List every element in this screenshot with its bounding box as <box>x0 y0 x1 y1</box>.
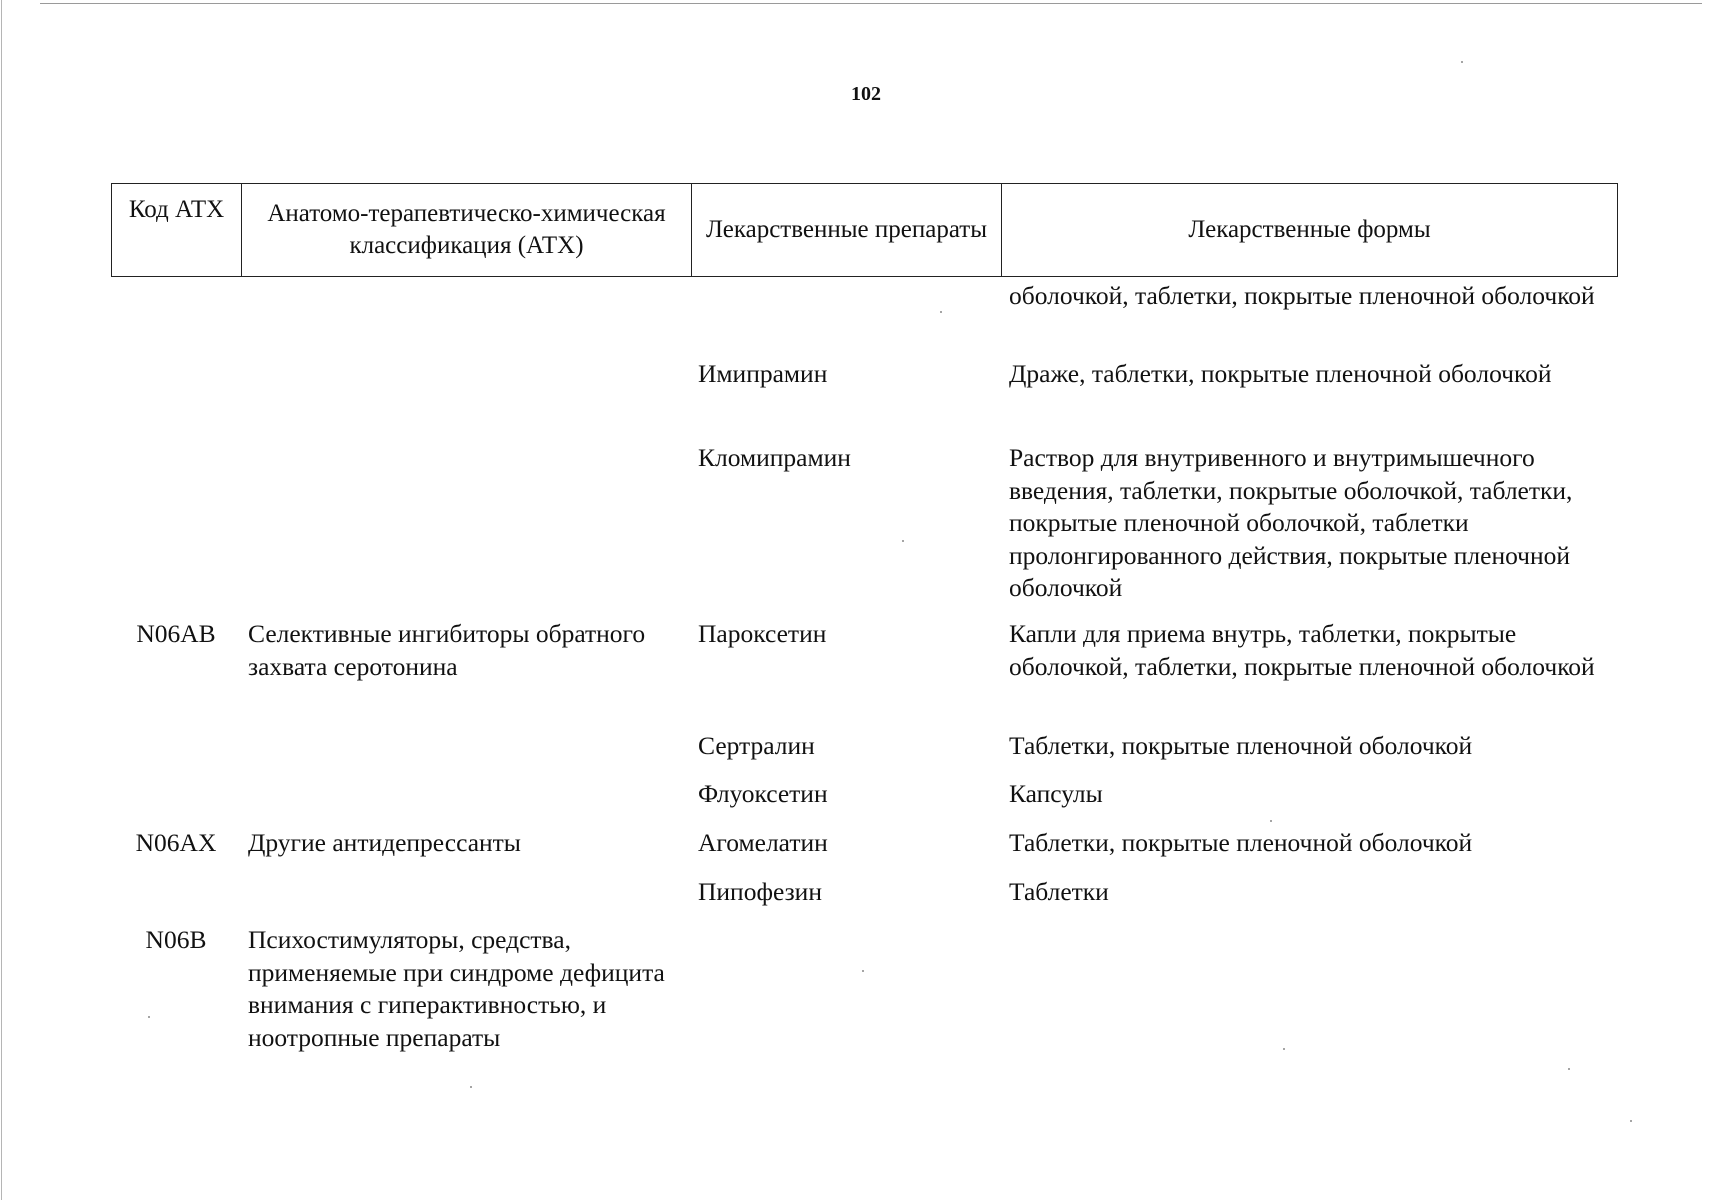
table-row <box>111 442 1617 618</box>
row-forms: Драже, таблетки, покрытые пленочной оболочкой <box>1009 359 1552 388</box>
table-row <box>111 924 1617 1094</box>
row-code: N06AX <box>135 828 217 857</box>
table-body <box>111 280 1617 1094</box>
table-row <box>111 778 1617 827</box>
row-forms: Капсулы <box>1009 779 1103 808</box>
row-code: N06AB <box>136 619 216 648</box>
row-drug: Сертралин <box>698 731 815 760</box>
row-forms: Таблетки, покрытые пленочной оболочкой <box>1009 828 1473 857</box>
row-forms: Таблетки <box>1009 877 1109 906</box>
table-header <box>111 183 1618 277</box>
header-drugs: Лекарственные препараты <box>692 184 1002 277</box>
header-code: Код АТХ <box>112 184 242 277</box>
row-forms: Капли для приема внутрь, таблетки, покрытые оболочкой, таблетки, покрытые пленочной оболочкой <box>1009 619 1595 681</box>
row-drug: Пароксетин <box>698 619 827 648</box>
row-drug: Кломипрамин <box>698 443 851 472</box>
row-classification: Другие антидепрессанты <box>248 828 521 857</box>
table-row <box>111 358 1617 442</box>
row-code: N06B <box>145 925 207 954</box>
row-drug: Флуоксетин <box>698 779 828 808</box>
header-classification: Анатомо-терапевтическо-химическая классификация (АТХ) <box>242 184 692 277</box>
row-forms: Раствор для внутривенного и внутримышечного введения, таблетки, покрытые оболочкой, таблетки, покрытые пленочной оболочкой, таблетки пролонгированного действия, покрытые пленочной оболочкой <box>1009 443 1573 602</box>
row-forms: Таблетки, покрытые пленочной оболочкой <box>1009 731 1473 760</box>
page-top-edge <box>40 3 1702 4</box>
header-forms: Лекарственные формы <box>1002 184 1618 277</box>
table-row <box>111 876 1617 924</box>
page-left-edge <box>1 0 2 1200</box>
row-drug: Имипрамин <box>698 359 828 388</box>
row-forms: оболочкой, таблетки, покрытые пленочной оболочкой <box>1009 281 1595 310</box>
page-number: 102 <box>851 83 881 105</box>
row-classification: Психостимуляторы, средства, применяемые при синдроме дефицита внимания с гиперактивностью, и ноотропные препараты <box>248 925 665 1052</box>
table-row <box>111 730 1617 778</box>
row-classification: Селективные ингибиторы обратного захвата серотонина <box>248 619 646 681</box>
row-drug: Пипофезин <box>698 877 822 906</box>
table-row <box>111 827 1617 876</box>
row-drug: Агомелатин <box>698 828 828 857</box>
table-row <box>111 280 1617 358</box>
table-row <box>111 618 1617 730</box>
